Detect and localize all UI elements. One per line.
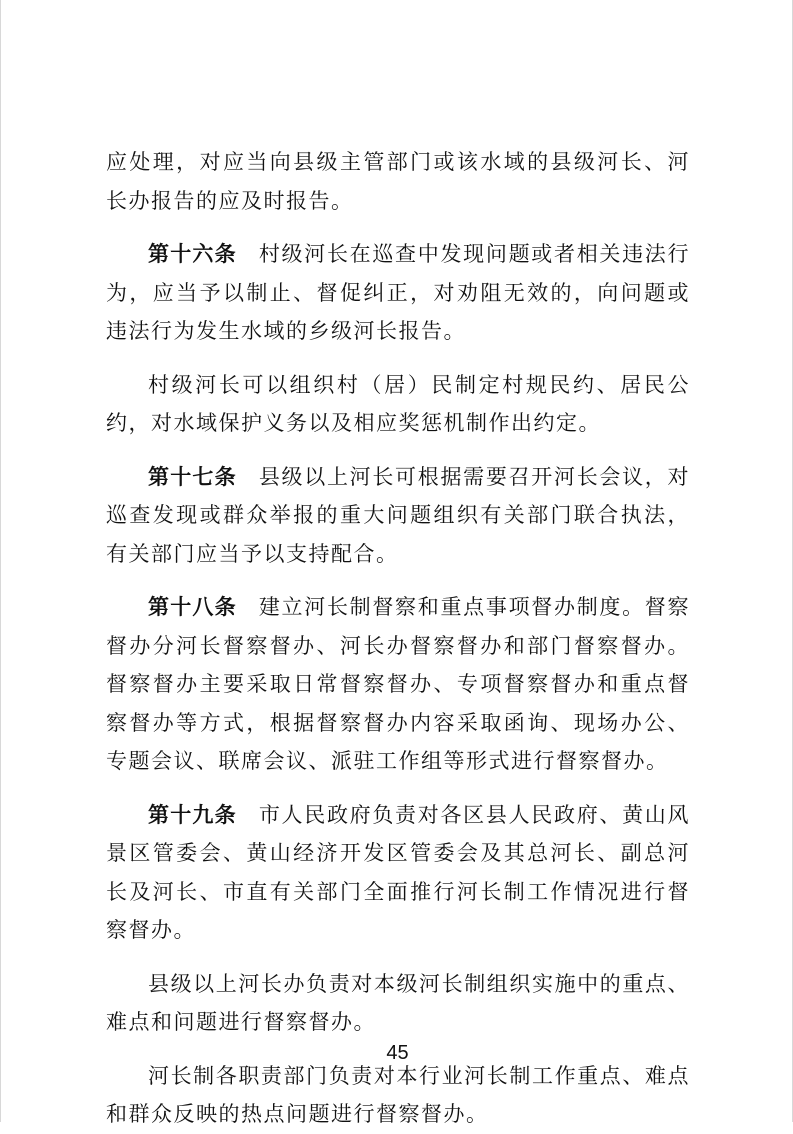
paragraph: [106, 965, 690, 1042]
paragraph-text: 村级河长可以组织村（居）民制定村规民约、居民公约，对水域保护义务以及相应奖惩机制作出约定。: [106, 372, 690, 435]
paragraph-text: 市人民政府负责对各区县人民政府、黄山风景区管委会、黄山经济开发区管委会及其总河长、副总河长及河长、市直有关部门全面推行河长制工作情况进行督察督办。: [106, 802, 691, 942]
article-heading: 第十七条: [148, 464, 237, 489]
paragraph-text: 村级河长在巡查中发现问题或者相关违法行为，应当予以制止、督促纠正，对劝阻无效的，向问题或违法行为发生水域的乡级河长报告。: [106, 242, 691, 343]
page-number: 45: [386, 1042, 409, 1064]
article-paragraph: [106, 796, 690, 950]
article-paragraph: [106, 458, 690, 574]
document-body: [106, 143, 690, 1134]
paragraph-text: 建立河长制督察和重点事项督办制度。督察督办分河长督察督办、河长办督察督办和部门督察督办。督察督办主要采取日常督察督办、专项督察督办和重点督察督办等方式，根据督察督办内容采取函询、现场办公、专题会议、联席会议、派驻工作组等形式进行督察督办。: [106, 595, 691, 773]
article-paragraph: [106, 588, 690, 781]
paragraph-text: 应处理，对应当向县级主管部门或该水域的县级河长、河长办报告的应及时报告。: [106, 150, 690, 213]
paragraph-text: 县级以上河长办负责对本级河长制组织实施中的重点、难点和问题进行督察督办。: [106, 971, 690, 1034]
paragraph-text: 县级以上河长可根据需要召开河长会议，对巡查发现或群众举报的重大问题组织有关部门联合执法，有关部门应当予以支持配合。: [106, 464, 691, 566]
paragraph-text: 河长制各职责部门负责对本行业河长制工作重点、难点和群众反映的热点问题进行督察督办。: [106, 1063, 690, 1126]
paragraph: [106, 366, 690, 443]
article-heading: 第十六条: [148, 242, 237, 266]
article-heading: 第十八条: [148, 595, 237, 619]
article-heading: 第十九条: [148, 802, 237, 827]
paragraph: [106, 143, 690, 220]
article-paragraph: [106, 235, 690, 351]
